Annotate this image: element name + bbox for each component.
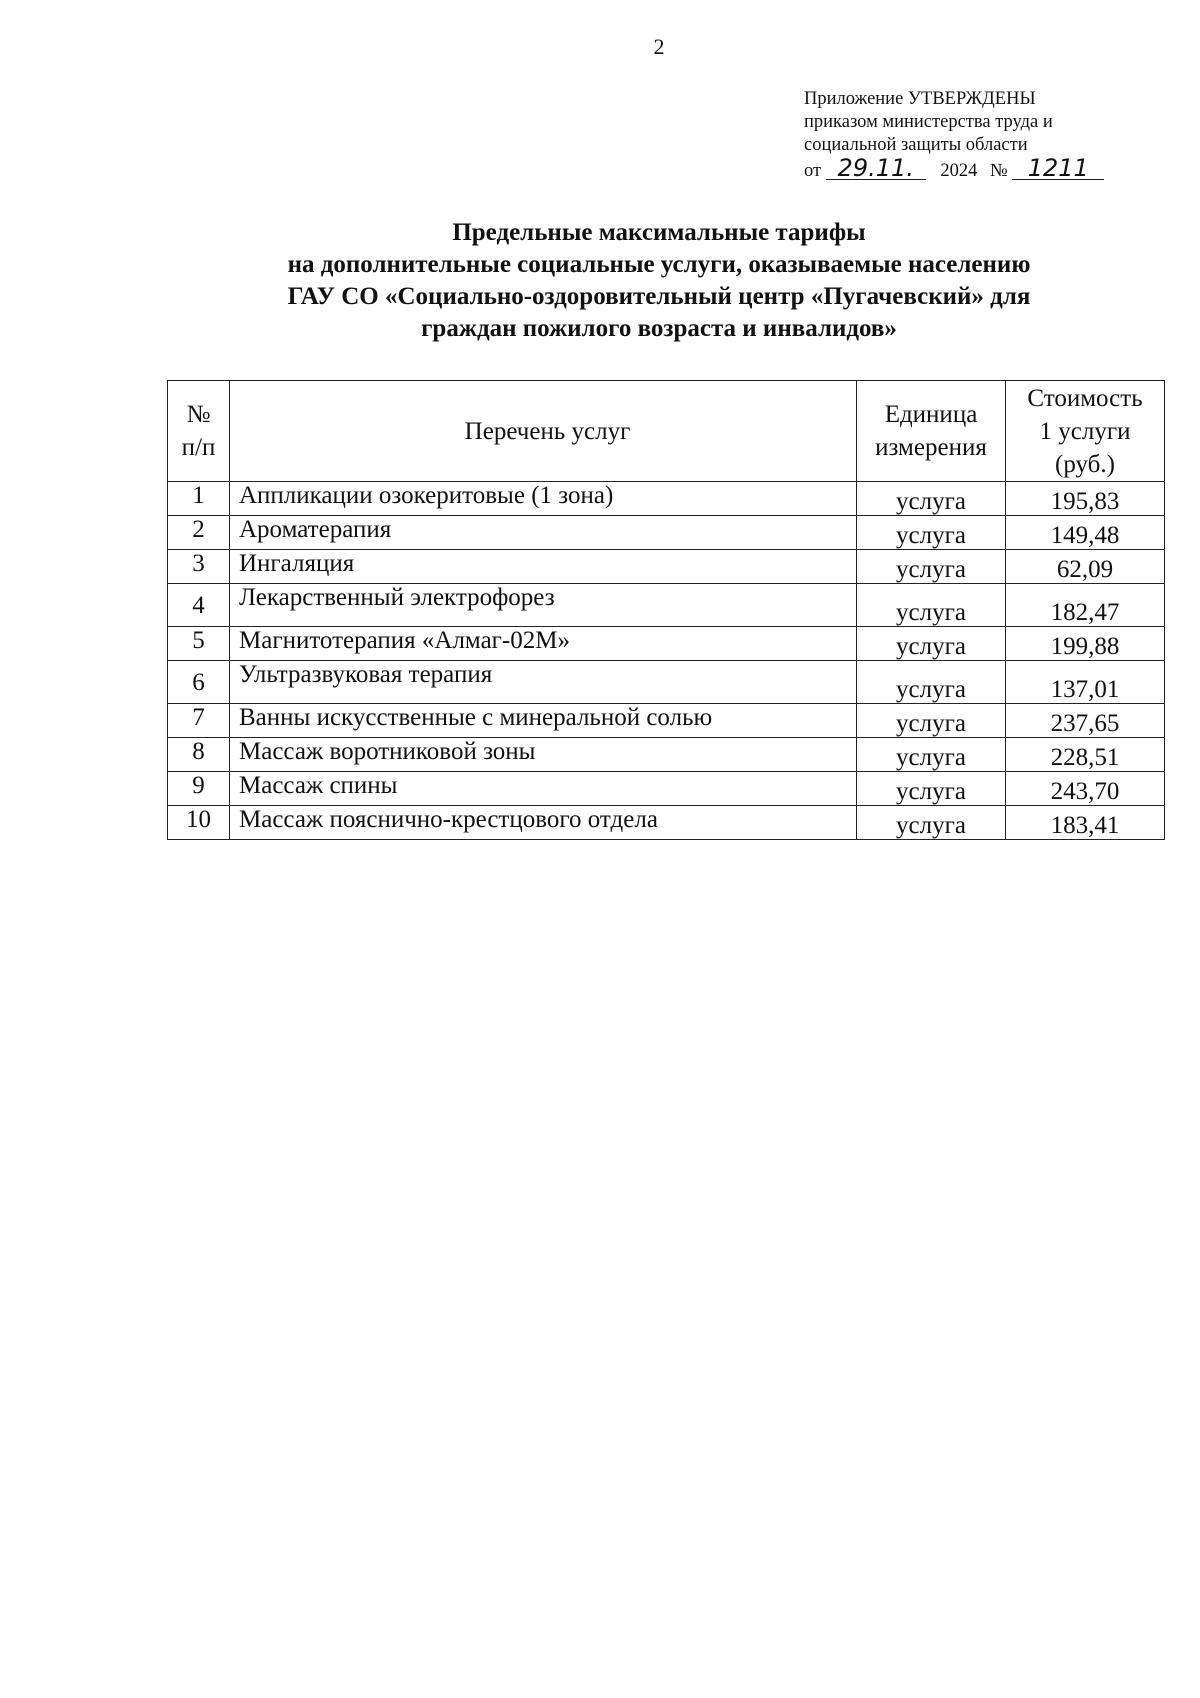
service-unit: услуга [857,661,1006,704]
table-row [168,516,1165,550]
table-row [168,772,1165,806]
service-name: Массаж воротниковой зоны [230,738,857,772]
approval-line-1: Приложение УТВЕРЖДЕНЫ [804,89,1036,109]
row-number: 7 [168,704,230,738]
title-line-3: ГАУ СО «Социально-оздоровительный центр «Пугачевский» для [287,283,1031,310]
service-unit: услуга [857,550,1006,584]
service-name: Ультразвуковая терапия [230,661,857,704]
document-title [150,217,1168,345]
header-number-pp: п/п [181,434,216,461]
service-cost: 183,41 [1006,806,1165,840]
table-row [168,482,1165,516]
date-prefix: от [804,161,822,181]
header-number [168,381,230,482]
row-number: 1 [168,482,230,516]
service-cost: 243,70 [1006,772,1165,806]
approval-line-3: социальной защиты области [804,135,1028,155]
service-unit: услуга [857,627,1006,661]
row-number: 10 [168,806,230,840]
row-number: 4 [168,584,230,627]
service-name: Аппликации озокеритовые (1 зона) [230,482,857,516]
service-cost: 195,83 [1006,482,1165,516]
table-row [168,584,1165,627]
row-number: 6 [168,661,230,704]
service-unit: услуга [857,738,1006,772]
service-unit: услуга [857,806,1006,840]
service-unit: услуга [857,704,1006,738]
header-number-sign: № [186,401,211,428]
service-name: Ароматерапия [230,516,857,550]
service-name: Лекарственный электрофорез [230,584,857,627]
header-cost-line-2: 1 услуги [1039,417,1131,445]
approval-line-2: приказом министерства труда и [804,112,1053,132]
service-name: Ингаляция [230,550,857,584]
service-cost: 137,01 [1006,661,1165,704]
service-cost: 182,47 [1006,584,1165,627]
header-cost-line-3: (руб.) [1055,450,1115,478]
header-unit-line-2: измерения [875,434,987,461]
handwritten-date: 29.11. [826,157,926,180]
service-cost: 149,48 [1006,516,1165,550]
table-row [168,738,1165,772]
approval-date-line [804,154,1104,183]
number-sign: № [989,161,1008,181]
header-unit [857,381,1006,482]
header-cost-line-1: Стоимость [1027,384,1143,412]
service-cost: 237,65 [1006,704,1165,738]
title-line-4: граждан пожилого возраста и инвалидов» [421,315,897,342]
service-cost: 228,51 [1006,738,1165,772]
table-row [168,661,1165,704]
header-services: Перечень услуг [230,381,857,482]
table-row [168,627,1165,661]
header-cost [1006,381,1165,482]
table-row [168,704,1165,738]
service-name: Магнитотерапия «Алмаг-02М» [230,627,857,661]
service-unit: услуга [857,772,1006,806]
header-unit-line-1: Единица [884,401,978,428]
row-number: 5 [168,627,230,661]
table-header-row [168,381,1165,482]
service-name: Ванны искусственные с минеральной солью [230,704,857,738]
approval-year: 2024 [940,161,978,181]
page-number: 2 [653,34,665,59]
row-number: 3 [168,550,230,584]
tariffs-table [167,380,1165,840]
service-name: Массаж пояснично-крестцового отдела [230,806,857,840]
service-cost: 62,09 [1006,550,1165,584]
title-line-1: Предельные максимальные тарифы [452,219,866,246]
handwritten-order-number: 1211 [1012,157,1104,180]
service-unit: услуга [857,482,1006,516]
row-number: 9 [168,772,230,806]
service-cost: 199,88 [1006,627,1165,661]
table-row [168,806,1165,840]
approval-block [804,88,1104,183]
row-number: 8 [168,738,230,772]
service-unit: услуга [857,584,1006,627]
row-number: 2 [168,516,230,550]
table-row [168,550,1165,584]
service-unit: услуга [857,516,1006,550]
service-name: Массаж спины [230,772,857,806]
title-line-2: на дополнительные социальные услуги, оказываемые населению [287,251,1031,278]
